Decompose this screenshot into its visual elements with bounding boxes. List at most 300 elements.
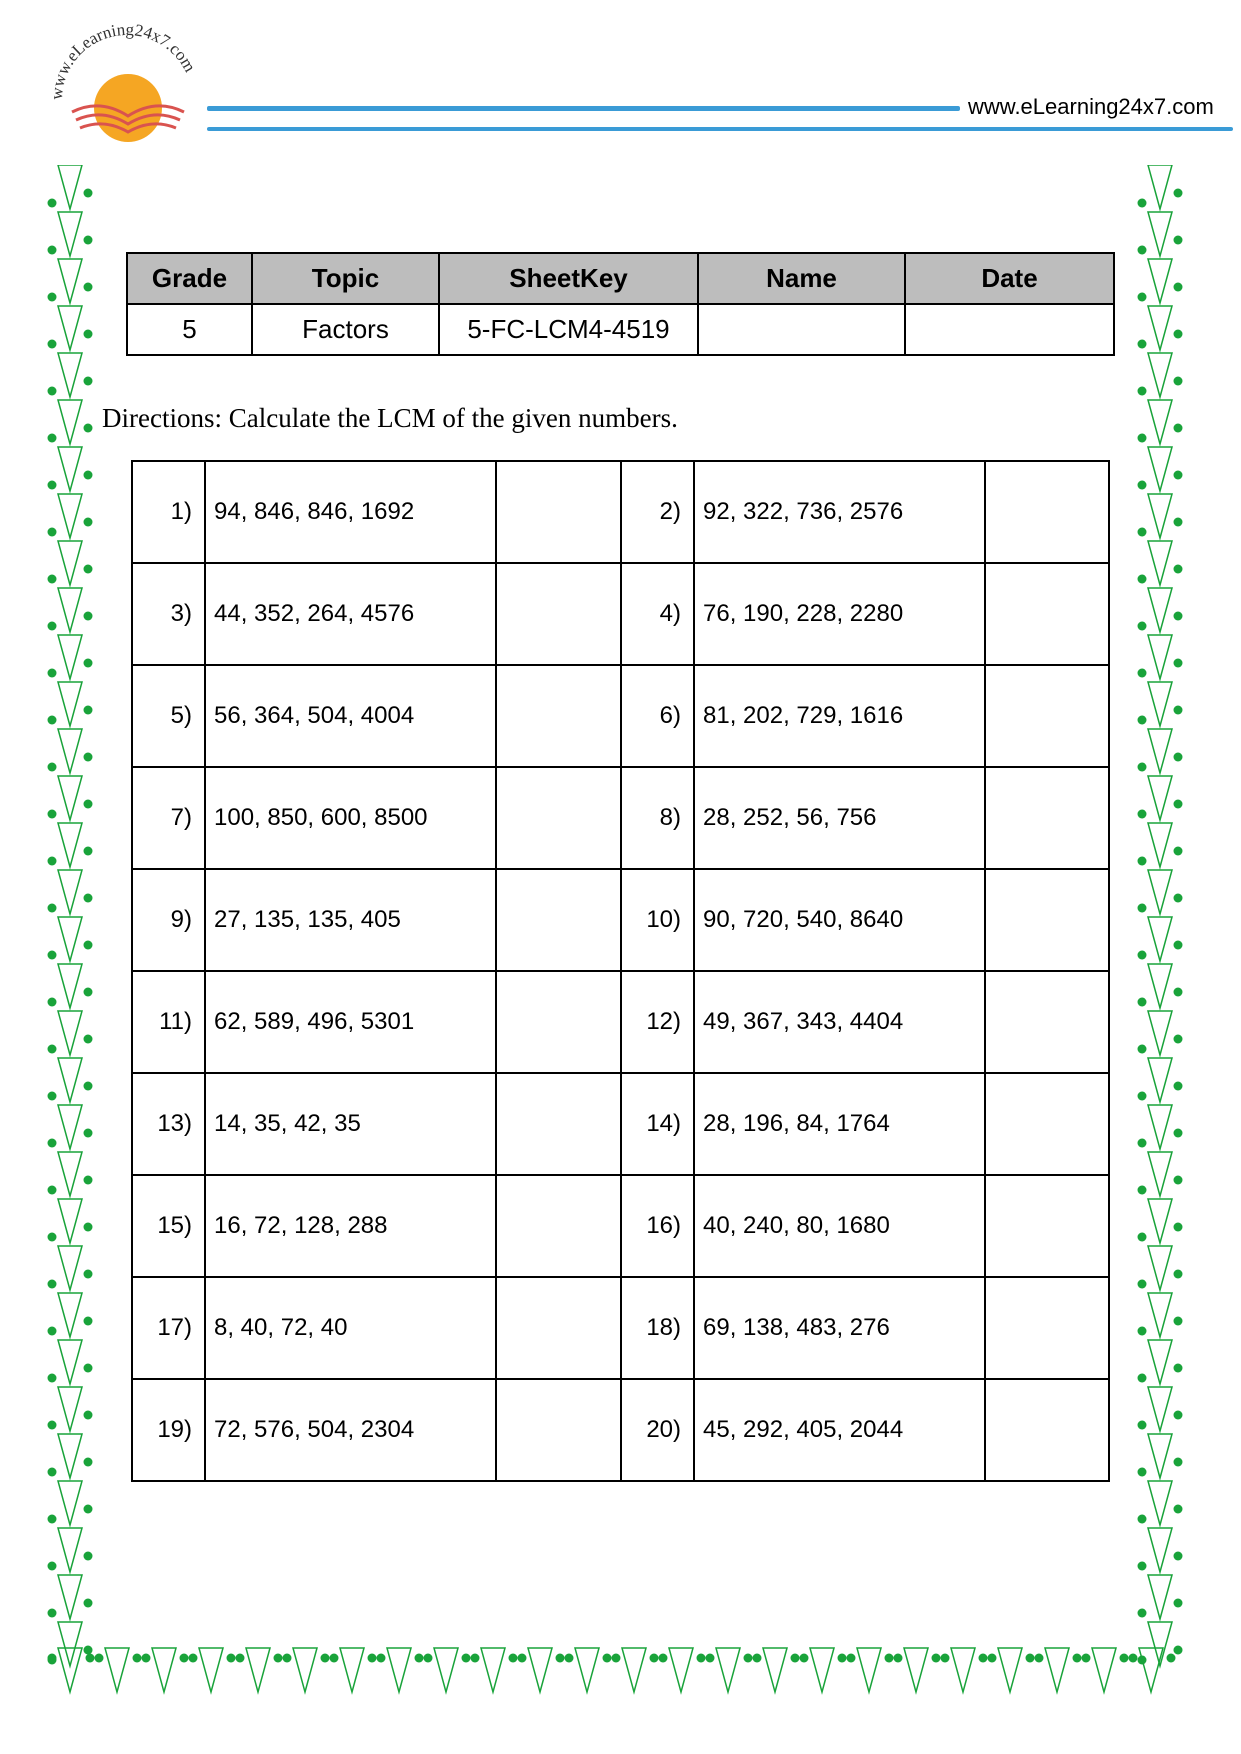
border-triangle (58, 1528, 82, 1572)
border-dot (48, 1468, 57, 1477)
border-dot (84, 941, 93, 950)
border-triangle (481, 1648, 505, 1692)
border-triangle (58, 212, 82, 256)
border-dot (847, 1654, 856, 1663)
border-dot (1138, 810, 1147, 819)
answer-box[interactable] (496, 1277, 621, 1379)
border-dot (1138, 1327, 1147, 1336)
decorative-border-bottom (46, 1640, 1186, 1696)
border-dot (1138, 1186, 1147, 1195)
border-dot (1174, 659, 1183, 668)
border-dot (706, 1654, 715, 1663)
border-dot (1174, 424, 1183, 433)
border-dot (1082, 1654, 1091, 1663)
border-dot (48, 669, 57, 678)
problem-numbers: 62, 589, 496, 5301 (205, 971, 496, 1073)
problem-numbers: 44, 352, 264, 4576 (205, 563, 496, 665)
border-triangle (1148, 259, 1172, 303)
border-triangle (1148, 588, 1172, 632)
site-logo (40, 20, 215, 150)
border-triangle (58, 1648, 82, 1692)
border-dot (84, 1599, 93, 1608)
border-dot (1138, 1609, 1147, 1618)
border-dot (1174, 1411, 1183, 1420)
border-triangle (1148, 1246, 1172, 1290)
border-dot (1138, 293, 1147, 302)
decorative-border-left (46, 165, 100, 1695)
border-triangle (1139, 1648, 1163, 1692)
topic-value: Factors (252, 304, 439, 355)
problem-numbers: 14, 35, 42, 35 (205, 1073, 496, 1175)
border-dot (1138, 1421, 1147, 1430)
problem-number: 16) (621, 1175, 694, 1277)
header-line-bottom (207, 127, 1233, 131)
border-dot (84, 377, 93, 386)
border-dot (84, 1176, 93, 1185)
problem-numbers: 81, 202, 729, 1616 (694, 665, 985, 767)
border-dot (48, 1186, 57, 1195)
border-triangle (293, 1648, 317, 1692)
border-dot (48, 1280, 57, 1289)
border-triangle (58, 306, 82, 350)
problem-numbers: 69, 138, 483, 276 (694, 1277, 985, 1379)
border-dot (1174, 518, 1183, 527)
border-dot (1073, 1654, 1082, 1663)
border-dot (48, 1092, 57, 1101)
border-dot (84, 424, 93, 433)
border-dot (1138, 387, 1147, 396)
problem-row (132, 665, 1109, 767)
grade-value: 5 (127, 304, 252, 355)
border-dot (1174, 1270, 1183, 1279)
border-dot (84, 1035, 93, 1044)
name-field[interactable] (698, 304, 905, 355)
problem-row (132, 563, 1109, 665)
border-triangle (105, 1648, 129, 1692)
border-triangle (1148, 494, 1172, 538)
border-dot (424, 1654, 433, 1663)
border-dot (84, 189, 93, 198)
problem-row (132, 1175, 1109, 1277)
logo-text: www.eLearning24x7.com (46, 20, 200, 101)
border-dot (471, 1654, 480, 1663)
border-triangle (58, 1058, 82, 1102)
border-dot (1174, 1317, 1183, 1326)
border-triangle (1148, 1575, 1172, 1619)
border-dot (48, 998, 57, 1007)
border-dot (1174, 236, 1183, 245)
problems-table (131, 460, 1110, 1482)
problem-number: 1) (132, 461, 205, 563)
border-dot (48, 293, 57, 302)
border-triangle (58, 1575, 82, 1619)
border-dot (1174, 283, 1183, 292)
problem-numbers: 28, 252, 56, 756 (694, 767, 985, 869)
border-triangle (1148, 1058, 1172, 1102)
border-dot (1174, 753, 1183, 762)
answer-box[interactable] (496, 461, 621, 563)
border-dot (1174, 1223, 1183, 1232)
border-dot (48, 763, 57, 772)
problem-number: 8) (621, 767, 694, 869)
border-dot (1174, 1035, 1183, 1044)
problem-numbers: 100, 850, 600, 8500 (205, 767, 496, 869)
border-triangle (1148, 1340, 1172, 1384)
border-dot (1026, 1654, 1035, 1663)
border-triangle (58, 1481, 82, 1525)
problem-number: 13) (132, 1073, 205, 1175)
border-dot (1138, 1515, 1147, 1524)
border-dot (227, 1654, 236, 1663)
border-dot (697, 1654, 706, 1663)
border-dot (1138, 528, 1147, 537)
border-dot (659, 1654, 668, 1663)
border-dot (1138, 1233, 1147, 1242)
border-triangle (1148, 1387, 1172, 1431)
border-dot (1174, 800, 1183, 809)
border-triangle (1148, 870, 1172, 914)
border-dot (48, 1045, 57, 1054)
border-triangle (58, 447, 82, 491)
border-dot (48, 904, 57, 913)
border-dot (1174, 988, 1183, 997)
answer-box[interactable] (985, 1175, 1109, 1277)
border-triangle (58, 823, 82, 867)
border-triangle (1148, 1528, 1172, 1572)
border-triangle (58, 259, 82, 303)
border-dot (1174, 706, 1183, 715)
border-dot (321, 1654, 330, 1663)
border-triangle (387, 1648, 411, 1692)
border-dot (84, 1270, 93, 1279)
answer-box[interactable] (496, 1175, 621, 1277)
border-dot (84, 1223, 93, 1232)
problem-number: 6) (621, 665, 694, 767)
border-dot (1035, 1654, 1044, 1663)
border-dot (84, 753, 93, 762)
border-triangle (1148, 306, 1172, 350)
problem-number: 12) (621, 971, 694, 1073)
border-dot (603, 1654, 612, 1663)
border-dot (84, 471, 93, 480)
border-dot (84, 659, 93, 668)
border-dot (415, 1654, 424, 1663)
problem-numbers: 92, 322, 736, 2576 (694, 461, 985, 563)
problem-row (132, 461, 1109, 563)
border-dot (1138, 246, 1147, 255)
border-triangle (1092, 1648, 1116, 1692)
answer-box[interactable] (496, 869, 621, 971)
border-dot (1138, 199, 1147, 208)
problem-number: 17) (132, 1277, 205, 1379)
border-dot (1138, 904, 1147, 913)
border-dot (377, 1654, 386, 1663)
border-dot (1174, 847, 1183, 856)
answer-box[interactable] (985, 869, 1109, 971)
answer-box[interactable] (496, 1073, 621, 1175)
border-triangle (1148, 447, 1172, 491)
problem-row (132, 1277, 1109, 1379)
border-dot (1138, 1374, 1147, 1383)
border-dot (1174, 1129, 1183, 1138)
border-dot (48, 1374, 57, 1383)
problem-row (132, 869, 1109, 971)
answer-box[interactable] (985, 767, 1109, 869)
border-dot (283, 1654, 292, 1663)
border-dot (1138, 1045, 1147, 1054)
info-header-row (127, 253, 1114, 304)
border-dot (565, 1654, 574, 1663)
border-triangle (58, 964, 82, 1008)
problem-number: 7) (132, 767, 205, 869)
problem-numbers: 76, 190, 228, 2280 (694, 563, 985, 665)
border-triangle (58, 1293, 82, 1337)
border-dot (1167, 1654, 1176, 1663)
border-dot (979, 1654, 988, 1663)
answer-box[interactable] (985, 1379, 1109, 1481)
border-dot (368, 1654, 377, 1663)
border-dot (48, 1562, 57, 1571)
border-triangle (716, 1648, 740, 1692)
problem-number: 4) (621, 563, 694, 665)
border-dot (48, 716, 57, 725)
border-dot (48, 1139, 57, 1148)
border-dot (509, 1654, 518, 1663)
border-dot (1138, 716, 1147, 725)
answer-box[interactable] (496, 971, 621, 1073)
border-triangle (1148, 729, 1172, 773)
border-dot (556, 1654, 565, 1663)
border-dot (84, 330, 93, 339)
border-dot (1174, 1552, 1183, 1561)
answer-box[interactable] (496, 767, 621, 869)
border-dot (894, 1654, 903, 1663)
border-triangle (58, 1246, 82, 1290)
border-dot (1138, 481, 1147, 490)
answer-box[interactable] (496, 665, 621, 767)
border-dot (48, 1327, 57, 1336)
border-dot (1174, 565, 1183, 574)
topic-header: Topic (252, 253, 439, 304)
border-dot (48, 199, 57, 208)
border-triangle (246, 1648, 270, 1692)
border-triangle (669, 1648, 693, 1692)
border-triangle (1148, 165, 1172, 209)
border-dot (988, 1654, 997, 1663)
border-dot (48, 387, 57, 396)
border-dot (84, 1364, 93, 1373)
problem-number: 3) (132, 563, 205, 665)
border-dot (1174, 1505, 1183, 1514)
border-triangle (58, 776, 82, 820)
border-dot (48, 810, 57, 819)
border-triangle (998, 1648, 1022, 1692)
border-dot (791, 1654, 800, 1663)
border-dot (84, 1082, 93, 1091)
border-triangle (58, 729, 82, 773)
border-triangle (1148, 1481, 1172, 1525)
border-triangle (434, 1648, 458, 1692)
border-dot (1120, 1654, 1129, 1663)
border-triangle (340, 1648, 364, 1692)
problem-numbers: 94, 846, 846, 1692 (205, 461, 496, 563)
border-dot (1138, 1562, 1147, 1571)
border-triangle (58, 1011, 82, 1055)
border-dot (84, 1411, 93, 1420)
border-triangle (1148, 823, 1172, 867)
border-dot (1174, 189, 1183, 198)
border-triangle (58, 541, 82, 585)
answer-box[interactable] (985, 1277, 1109, 1379)
border-dot (1138, 857, 1147, 866)
border-dot (1174, 941, 1183, 950)
problem-number: 2) (621, 461, 694, 563)
problem-number: 18) (621, 1277, 694, 1379)
border-dot (48, 340, 57, 349)
border-dot (1138, 340, 1147, 349)
problem-numbers: 40, 240, 80, 1680 (694, 1175, 985, 1277)
border-dot (1174, 612, 1183, 621)
border-dot (142, 1654, 151, 1663)
problem-numbers: 16, 72, 128, 288 (205, 1175, 496, 1277)
border-dot (48, 1609, 57, 1618)
border-dot (84, 283, 93, 292)
border-dot (48, 481, 57, 490)
problem-numbers: 49, 367, 343, 4404 (694, 971, 985, 1073)
answer-box[interactable] (985, 971, 1109, 1073)
header-line-top (207, 106, 960, 111)
answer-box[interactable] (985, 1073, 1109, 1175)
border-dot (1138, 998, 1147, 1007)
border-dot (800, 1654, 809, 1663)
border-dot (1138, 763, 1147, 772)
problem-numbers: 28, 196, 84, 1764 (694, 1073, 985, 1175)
border-dot (838, 1654, 847, 1663)
border-triangle (763, 1648, 787, 1692)
problem-number: 15) (132, 1175, 205, 1277)
border-triangle (1148, 776, 1172, 820)
border-dot (84, 706, 93, 715)
border-triangle (58, 1105, 82, 1149)
problem-number: 14) (621, 1073, 694, 1175)
border-dot (932, 1654, 941, 1663)
border-dot (84, 800, 93, 809)
problem-row (132, 767, 1109, 869)
border-dot (84, 1505, 93, 1514)
answer-box[interactable] (985, 563, 1109, 665)
border-triangle (1148, 353, 1172, 397)
border-dot (48, 1233, 57, 1242)
border-dot (1138, 951, 1147, 960)
border-triangle (58, 1340, 82, 1384)
border-triangle (1148, 1011, 1172, 1055)
border-dot (48, 1654, 57, 1663)
border-triangle (904, 1648, 928, 1692)
problem-number: 11) (132, 971, 205, 1073)
border-dot (84, 847, 93, 856)
border-dot (84, 1458, 93, 1467)
border-triangle (1148, 1152, 1172, 1196)
border-triangle (1148, 1105, 1172, 1149)
grade-header: Grade (127, 253, 252, 304)
border-triangle (1148, 964, 1172, 1008)
border-triangle (810, 1648, 834, 1692)
border-dot (1174, 1458, 1183, 1467)
directions-text: Directions: Calculate the LCM of the given numbers. (102, 403, 678, 433)
answer-box[interactable] (985, 665, 1109, 767)
border-triangle (528, 1648, 552, 1692)
answer-box[interactable] (496, 1379, 621, 1481)
border-dot (650, 1654, 659, 1663)
site-url: www.eLearning24x7.com (968, 94, 1214, 119)
border-triangle (58, 400, 82, 444)
border-dot (1138, 1139, 1147, 1148)
border-triangle (1148, 212, 1172, 256)
border-triangle (152, 1648, 176, 1692)
border-dot (86, 1654, 95, 1663)
problem-number: 5) (132, 665, 205, 767)
problem-number: 20) (621, 1379, 694, 1481)
border-dot (941, 1654, 950, 1663)
border-dot (48, 951, 57, 960)
border-triangle (1148, 1434, 1172, 1478)
border-dot (95, 1654, 104, 1663)
problem-numbers: 27, 135, 135, 405 (205, 869, 496, 971)
border-triangle (575, 1648, 599, 1692)
border-dot (84, 612, 93, 621)
border-dot (180, 1654, 189, 1663)
sheetkey-value: 5-FC-LCM4-4519 (439, 304, 698, 355)
border-dot (84, 1317, 93, 1326)
border-triangle (58, 1387, 82, 1431)
problem-numbers: 45, 292, 405, 2044 (694, 1379, 985, 1481)
border-dot (612, 1654, 621, 1663)
sheetkey-header: SheetKey (439, 253, 698, 304)
decorative-border-right (1136, 165, 1190, 1695)
border-triangle (58, 1199, 82, 1243)
border-dot (48, 246, 57, 255)
problem-row (132, 971, 1109, 1073)
border-triangle (1148, 541, 1172, 585)
border-dot (330, 1654, 339, 1663)
problem-numbers: 56, 364, 504, 4004 (205, 665, 496, 767)
border-dot (236, 1654, 245, 1663)
answer-box[interactable] (496, 563, 621, 665)
border-triangle (951, 1648, 975, 1692)
border-dot (84, 988, 93, 997)
border-dot (1129, 1654, 1138, 1663)
border-dot (744, 1654, 753, 1663)
border-dot (1138, 669, 1147, 678)
problem-number: 19) (132, 1379, 205, 1481)
border-dot (189, 1654, 198, 1663)
border-dot (48, 1421, 57, 1430)
border-triangle (58, 165, 82, 209)
border-dot (274, 1654, 283, 1663)
border-dot (84, 1129, 93, 1138)
border-dot (885, 1654, 894, 1663)
border-triangle (58, 588, 82, 632)
border-dot (1138, 1092, 1147, 1101)
border-dot (1174, 1082, 1183, 1091)
date-field[interactable] (905, 304, 1114, 355)
border-dot (48, 1515, 57, 1524)
border-dot (48, 434, 57, 443)
border-dot (1174, 471, 1183, 480)
border-dot (1138, 434, 1147, 443)
answer-box[interactable] (985, 461, 1109, 563)
border-dot (48, 857, 57, 866)
